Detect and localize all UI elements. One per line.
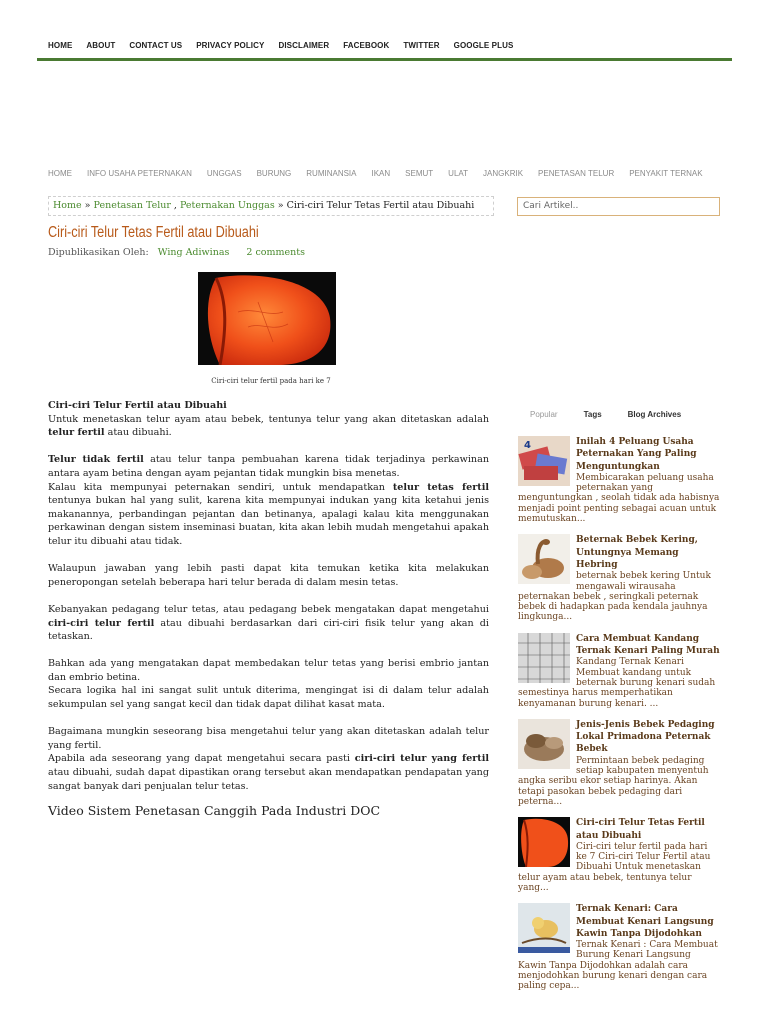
paragraph: Telur tidak fertil atau telur tanpa pembuahan karena tidak terjadinya perkawinan antara ayam betina dengan ayam pejantan tidak mungkin bisa menetas.	[48, 454, 489, 479]
meta-label: Dipublikasikan Oleh:	[48, 247, 149, 258]
breadcrumb-separator: »	[274, 200, 287, 211]
popular-posts	[518, 436, 720, 1002]
top-nav-contact[interactable]: CONTACT US	[129, 41, 183, 50]
cat-nav-penetasan[interactable]: PENETASAN TELUR	[538, 169, 615, 178]
popular-post-title[interactable]: Ciri-ciri Telur Tetas Fertil atau Dibuahi	[576, 818, 705, 841]
cat-nav-penyakit[interactable]: PENYAKIT TERNAK	[629, 169, 703, 178]
cat-nav-semut[interactable]: SEMUT	[405, 169, 434, 178]
cat-nav-burung[interactable]: BURUNG	[256, 169, 292, 178]
paragraph: Untuk menetaskan telur ayam atau bebek, tentunya telur yang akan ditetaskan adalah telur fertil atau dibuahi.	[48, 413, 489, 439]
popular-post-title[interactable]: Jenis-Jenis Bebek Pedaging Lokal Primadona Peternak Bebek	[576, 719, 715, 755]
author-link[interactable]: Wing Adiwinas	[157, 247, 230, 258]
top-nav-disclaimer[interactable]: DISCLAIMER	[278, 41, 330, 50]
popular-post-snippet: Ciri-ciri telur fertil pada hari ke 7 Ciri-ciri Telur Fertil atau Dibuahi Untuk menetaskan telur ayam atau bebek, tentunya telur yang...	[518, 841, 711, 893]
egg-candling-image[interactable]	[198, 272, 336, 365]
list-item	[518, 633, 720, 709]
post-thumbnail[interactable]	[518, 633, 570, 683]
paragraph: Secara logika hal ini sangat sulit untuk diterima, mengingat isi di dalam telur adalah sekumpulan sel yang sangat kecil dan tidak dapat dilihat kasat mata.	[48, 685, 489, 711]
popular-post-snippet: beternak bebek kering Untuk mengawali wirausaha peternakan bebek , seringkali peternak bebek di hadapkan pada kendala jauhnya lingkunga...	[518, 571, 711, 623]
svg-text:4: 4	[524, 440, 531, 451]
top-nav-google-plus[interactable]: GOOGLE PLUS	[453, 41, 514, 50]
cat-nav-jangkrik[interactable]: JANGKRIK	[483, 169, 524, 178]
top-nav	[48, 41, 527, 50]
top-nav-twitter[interactable]: TWITTER	[403, 41, 440, 50]
tab-blog-archives[interactable]: Blog Archives	[627, 410, 682, 419]
paragraph: Kebanyakan pedagang telur tetas, atau pedagang bebek mengatakan dapat mengetahui ciri-ciri telur fertil atau dibuahi berdasarkan dari ciri-ciri fisik telur yang akan di tetaskan.	[48, 603, 489, 643]
popular-post-snippet: Membicarakan peluang usaha peternakan yang menguntungkan , seolah tidak ada habisnya menjadi point penting sebagai acuan untuk memutuskan...	[518, 472, 720, 525]
popular-post-snippet: Permintaan bebek pedaging setiap kabupaten menyentuh angka seribu ekor setiap harinya. Akan tetapi pasokan bebek pedaging dari peterna...	[518, 755, 709, 807]
breadcrumb	[48, 196, 494, 216]
post-thumbnail[interactable]	[518, 903, 570, 953]
top-nav-home[interactable]: HOME	[48, 41, 73, 50]
cat-nav-info-usaha[interactable]: INFO USAHA PETERNAKAN	[87, 169, 192, 178]
list-item	[518, 436, 720, 524]
top-nav-about[interactable]: ABOUT	[86, 41, 116, 50]
breadcrumb-current: Ciri-ciri Telur Tetas Fertil atau Dibuahi	[286, 200, 475, 211]
cat-nav-unggas[interactable]: UNGGAS	[206, 169, 242, 178]
paragraph: Walaupun jawaban yang lebih pasti dapat kita temukan ketika kita melakukan peneropongan setelah beberapa hari telur berada di dalam mesin tetas.	[48, 563, 489, 588]
egg-candling-graphic	[198, 272, 336, 365]
popular-post-title[interactable]: Beternak Bebek Kering, Untungnya Memang Hebring	[576, 535, 698, 570]
paragraph: Bagaimana mungkin seseorang bisa mengetahui telur yang akan ditetaskan adalah telur yang fertil.	[48, 726, 489, 751]
top-nav-facebook[interactable]: FACEBOOK	[343, 41, 390, 50]
breadcrumb-home[interactable]: Home	[53, 200, 82, 211]
search-input[interactable]: Cari Artikel..	[517, 197, 720, 216]
post-thumbnail[interactable]	[518, 719, 570, 769]
video-heading: Video Sistem Penetasan Canggih Pada Industri DOC	[48, 803, 381, 818]
paragraph: Bahkan ada yang mengatakan dapat membedakan telur tetas yang berisi embrio jantan dan embrio betina.	[48, 658, 489, 683]
post-body	[48, 399, 489, 793]
cat-nav-ulat[interactable]: ULAT	[448, 169, 469, 178]
paragraph: Kalau kita mempunyai peternakan sendiri, untuk mendapatkan telur tetas fertil tentunya bukan hal yang sulit, karena kita mempunyai indukan yang kita ketahui jenis makanannya, perbandingan pejantan dan betinanya, apalagi kalau kita menggunakan perkawinan dengan sistem inseminasi buatan, kita akan lebih mudah mengetahui apakah telur itu dibuahi atau tidak.	[48, 481, 489, 547]
post-thumbnail[interactable]	[518, 436, 570, 486]
tab-popular[interactable]: Popular	[530, 410, 558, 419]
comments-link[interactable]: 2 comments	[246, 247, 305, 258]
list-item	[518, 903, 720, 991]
breadcrumb-separator: ,	[170, 200, 180, 211]
list-item	[518, 719, 720, 807]
section-heading: Ciri-ciri Telur Fertil atau Dibuahi	[48, 400, 227, 411]
cat-nav-home[interactable]: HOME	[48, 169, 72, 178]
list-item	[518, 817, 720, 893]
popular-post-snippet: Kandang Ternak Kenari Membuat kandang untuk beternak burung kenari sudah semestinya harus memperhatikan kenyamanan burung kenari. ...	[518, 657, 716, 709]
post-thumbnail[interactable]	[518, 817, 570, 867]
image-caption: Ciri-ciri telur fertil pada hari ke 7	[211, 377, 331, 385]
breadcrumb-peternakan-unggas[interactable]: Peternakan Unggas	[179, 200, 275, 211]
top-nav-privacy[interactable]: PRIVACY POLICY	[196, 41, 265, 50]
cat-nav-ikan[interactable]: IKAN	[371, 169, 391, 178]
tab-tags[interactable]: Tags	[583, 410, 602, 419]
breadcrumb-penetasan-telur[interactable]: Penetasan Telur	[93, 200, 171, 211]
post-thumbnail[interactable]	[518, 534, 570, 584]
popular-post-title[interactable]: Cara Membuat Kandang Ternak Kenari Paling Murah	[576, 633, 720, 657]
sidebar-tabs	[530, 410, 707, 419]
paragraph: Apabila ada seseorang yang dapat mengetahui secara pasti ciri-ciri telur yang fertil atau dibuahi, sudah dapat dipastikan orang tersebut akan mendapatkan pendapatan yang sangat banyak dari penjualan telur tetas.	[48, 753, 490, 792]
cat-nav-ruminansia[interactable]: RUMINANSIA	[306, 169, 357, 178]
post-title[interactable]: Ciri-ciri Telur Tetas Fertil atau Dibuahi	[48, 224, 259, 241]
post-meta	[48, 247, 305, 258]
breadcrumb-separator: »	[81, 200, 94, 211]
category-nav	[48, 169, 718, 178]
popular-post-title[interactable]: Ternak Kenari: Cara Membuat Kenari Langsung Kawin Tanpa Dijodohkan	[576, 904, 714, 939]
popular-post-title[interactable]: Inilah 4 Peluang Usaha Peternakan Yang Paling Menguntungkan	[576, 437, 697, 472]
header-divider	[37, 58, 732, 61]
list-item	[518, 534, 720, 622]
popular-post-snippet: Ternak Kenari : Cara Membuat Burung Kenari Langsung Kawin Tanpa Dijodohkan adalah cara menjodohkan burung kenari dengan cara paling cepa...	[518, 940, 718, 992]
